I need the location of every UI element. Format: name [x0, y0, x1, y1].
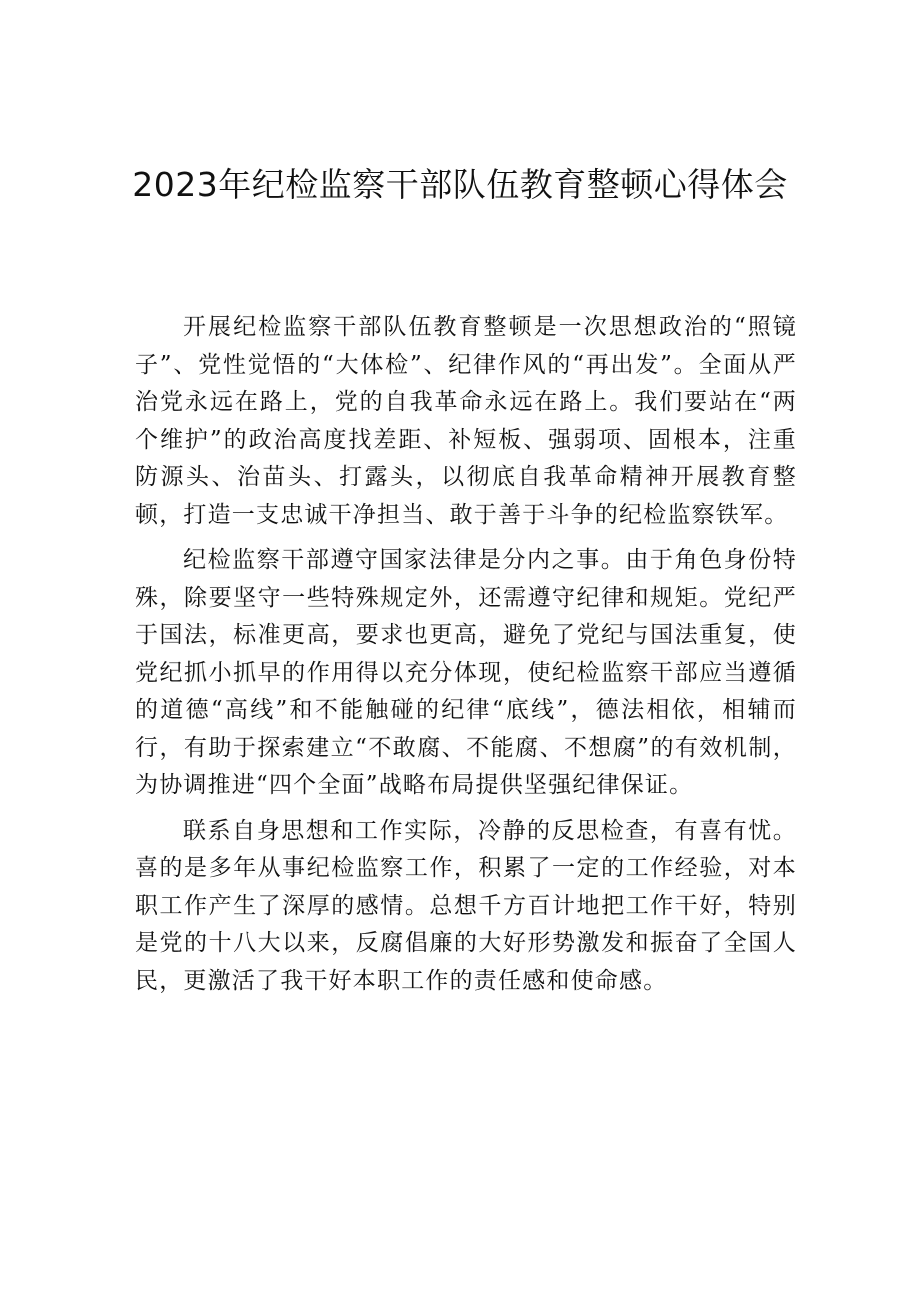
paragraph-3: 联系自身思想和工作实际，冷静的反思检查，有喜有忧。喜的是多年从事纪检监察工作，积累了一定的工作经验，对本职工作产生了深厚的感情。总想千方百计地把工作干好，特别是党的十八大以来，反腐倡廉的大好形势激发和振奋了全国人民，更激活了我干好本职工作的责任感和使命感。	[135, 817, 797, 994]
document-body	[135, 309, 797, 1008]
paragraph-2: 纪检监察干部遵守国家法律是分内之事。由于角色身份特殊，除要坚守一些特殊规定外，还需遵守纪律和规矩。党纪严于国法，标准更高，要求也更高，避免了党纪与国法重复，使党纪抓小抓早的作用得以充分体现，使纪检监察干部应当遵循的道德“高线”和不能触碰的纪律“底线”，德法相依，相辅而行，有助于探索建立“不敢腐、不能腐、不想腐”的有效机制，为协调推进“四个全面”战略布局提供坚强纪律保证。	[135, 547, 797, 798]
paragraph-1: 开展纪检监察干部队伍教育整顿是一次思想政治的“照镜子”、党性觉悟的“大体检”、纪律作风的“再出发”。全面从严治党永远在路上，党的自我革命永远在路上。我们要站在“两个维护”的政治高度找差距、补短板、强弱项、固根本，注重防源头、治苗头、打露头，以彻底自我革命精神开展教育整顿，打造一支忠诚干净担当、敢于善于斗争的纪检监察铁军。	[135, 314, 797, 528]
document-title: 2023年纪检监察干部队伍教育整顿心得体会	[132, 165, 788, 204]
